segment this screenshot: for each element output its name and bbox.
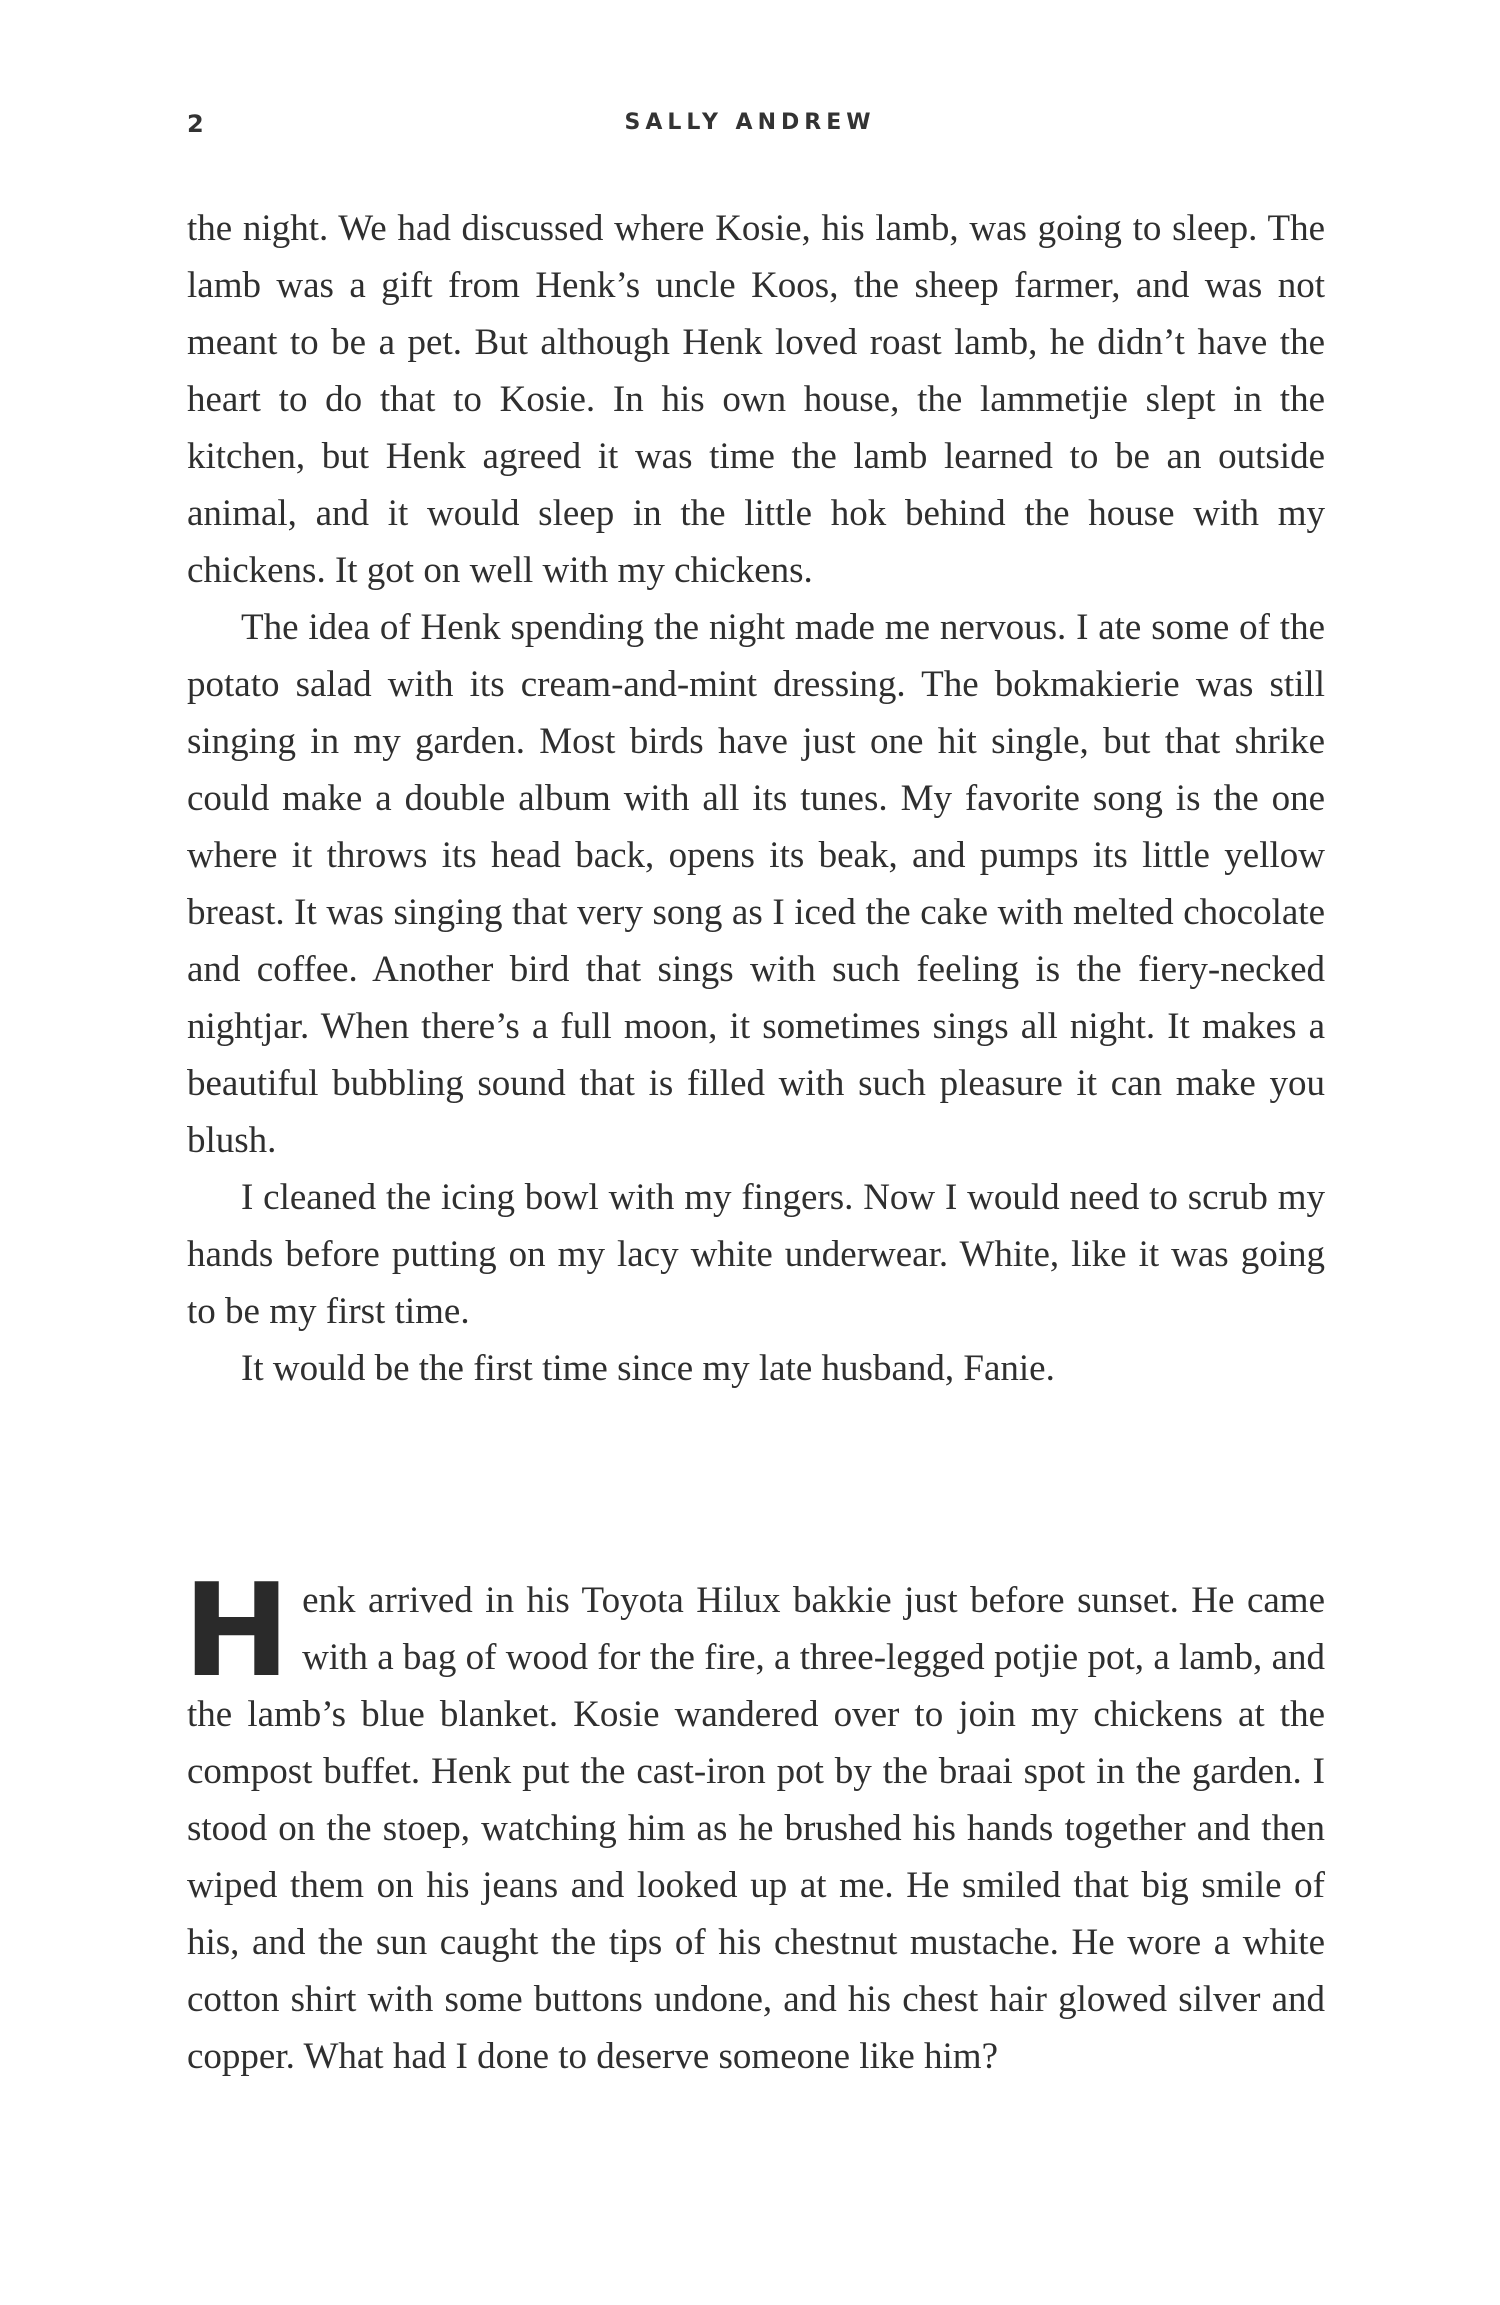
paragraph: the night. We had discussed where Kosie, his lamb, was going to sleep. The lamb was a gift from Henk’s uncle Koos, the sheep farmer, and was not meant to be a pet. But although Henk loved roast lamb, he didn’t have the heart to do that to Kosie. In his own house, the lammetjie slept in the kitchen, but Henk agreed it was time the lamb learned to be an outside animal, and it would sleep in the little hok behind the house with my chickens. It got on well with my chickens. (187, 208, 1325, 591)
paragraph-with-drop-cap (183, 1557, 1325, 2085)
drop-cap: H (183, 1557, 291, 1706)
paragraph: The idea of Henk spending the night made me nervous. I ate some of the potato salad with its cream-and-mint dressing. The bokmakierie was still singing in my garden. Most birds have just one hit single, but that shrike could make a double album with all its tunes. My favorite song is the one where it throws its head back, opens its beak, and pumps its little yellow breast. It was singing that very song as I iced the cake with melted chocolate and coffee. Another bird that sings with such feeling is the fiery-necked nightjar. When there’s a full moon, it sometimes sings all night. It makes a beautiful bubbling sound that is filled with such pleasure it can make you blush. (187, 607, 1325, 1161)
paragraph: I cleaned the icing bowl with my fingers. Now I would need to scrub my hands before putting on my lacy white underwear. White, like it was going to be my first time. (187, 1177, 1325, 1332)
paragraph-text: enk arrived in his Toyota Hilux bakkie just before sunset. He came with a bag of wood for the fire, a three-legged potjie pot, a lamb, and the lamb’s blue blanket. Kosie wandered over to join my chickens at the compost buffet. Henk put the cast-iron pot by the braai spot in the garden. I stood on the stoep, watching him as he brushed his hands together and then wiped them on his jeans and looked up at me. He smiled that big smile of his, and the sun caught the tips of his chestnut mustache. He wore a white cotton shirt with some buttons undone, and his chest hair glowed silver and copper. What had I done to deserve someone like him? (187, 1580, 1325, 2077)
body-text-section-2 (183, 1557, 1325, 2085)
running-head-author: SALLY ANDREW (624, 110, 876, 135)
page-number: 2 (187, 110, 204, 138)
paragraph: It would be the first time since my late husband, Fanie. (241, 1348, 1055, 1389)
body-text-section-1 (187, 200, 1325, 1397)
running-header (0, 110, 1500, 150)
